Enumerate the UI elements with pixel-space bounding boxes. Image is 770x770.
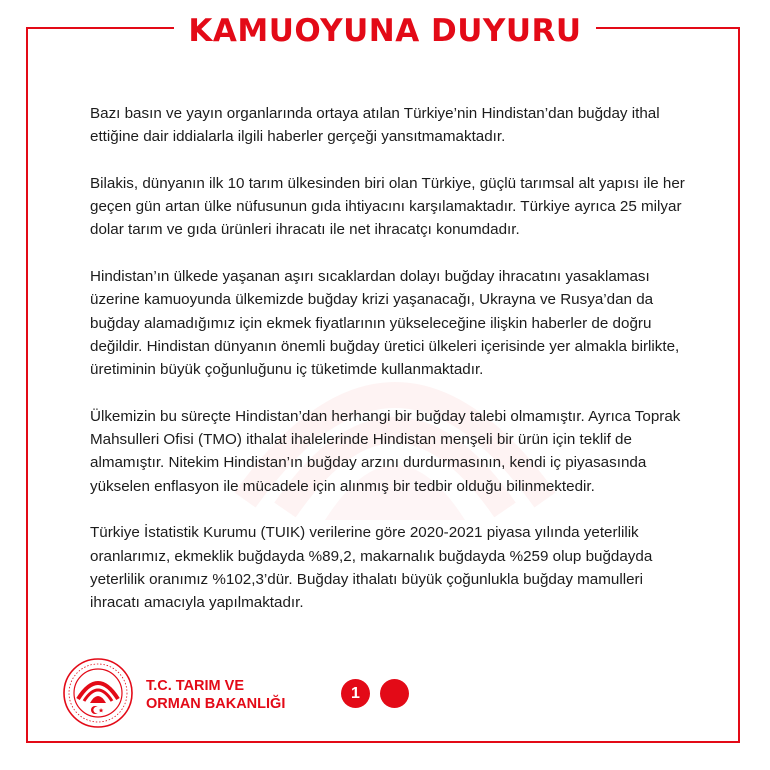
title-bar — [0, 13, 770, 49]
ministry-emblem-icon — [62, 657, 134, 729]
paragraph-2: Bilakis, dünyanın ilk 10 tarım ülkesinden biri olan Türkiye, güçlü tarımsal alt yapısı ile her geçen gün artan ülke nüfusunun gıda ihtiyacını karşılamaktadır. Türkiye ayrıca 25 milyar dolar tarım ve gıda ürünleri ihracatı ile net ihracatçı konumdadır. — [90, 174, 685, 239]
ministry-name-line-2: ORMAN BAKANLIĞI — [146, 696, 286, 712]
ministry-name — [146, 677, 285, 713]
announcement-body — [90, 102, 690, 638]
page-indicator-2[interactable] — [380, 679, 409, 708]
ministry-name-line-1: T.C. TARIM VE — [146, 678, 245, 694]
paragraph-5: Türkiye İstatistik Kurumu (TUIK) verilerine göre 2020-2021 piyasa yılında yeterlilik oranlarımız, ekmeklik buğdayda %89,2, makarnalık buğdayda %259 olup buğdayda yeterlilik oranımız %102,3’dür. Buğday ithalatı büyük çoğunlukla buğday mamulleri ihracatı amacıyla yapılmaktadır. — [90, 524, 653, 612]
paragraph-3: Hindistan’ın ülkede yaşanan aşırı sıcaklardan dolayı buğday ihracatını yasaklaması üzerine kamuoyunda ülkemizde buğday krizi yaşanacağı, Ukrayna ve Rusya’dan da buğday alamadığımız için ekmek fiyatlarının yükseleceğine ilişkin haberler de doğru değildir. Hindistan dünyanın önemli buğday üretici ülkeleri içerisinde yer almakla birlikte, üretiminin büyük çoğunluğunu iç tüketimde kullanmaktadır. — [90, 268, 680, 379]
page-indicator-1[interactable]: 1 — [341, 679, 370, 708]
page-title: KAMUOYUNA DUYURU — [174, 13, 595, 49]
paragraph-1: Bazı basın ve yayın organlarında ortaya atılan Türkiye’nin Hindistan’dan buğday ithal ettiğine dair iddialarla ilgili haberler gerçeği yansıtmamaktadır. — [90, 105, 660, 146]
paragraph-4: Ülkemizin bu süreçte Hindistan’dan herhangi bir buğday talebi olmamıştır. Ayrıca Toprak Mahsulleri Ofisi (TMO) ithalat ihalelerinde Hindistan menşeli bir ürün için teklif de almamıştır. Nitekim Hindistan’ın buğday arzını durdurmasının, kendi iç piyasasında yükselen enflasyon ile mücadele için alınmış bir tedbir olduğu bilinmektedir. — [90, 407, 681, 495]
